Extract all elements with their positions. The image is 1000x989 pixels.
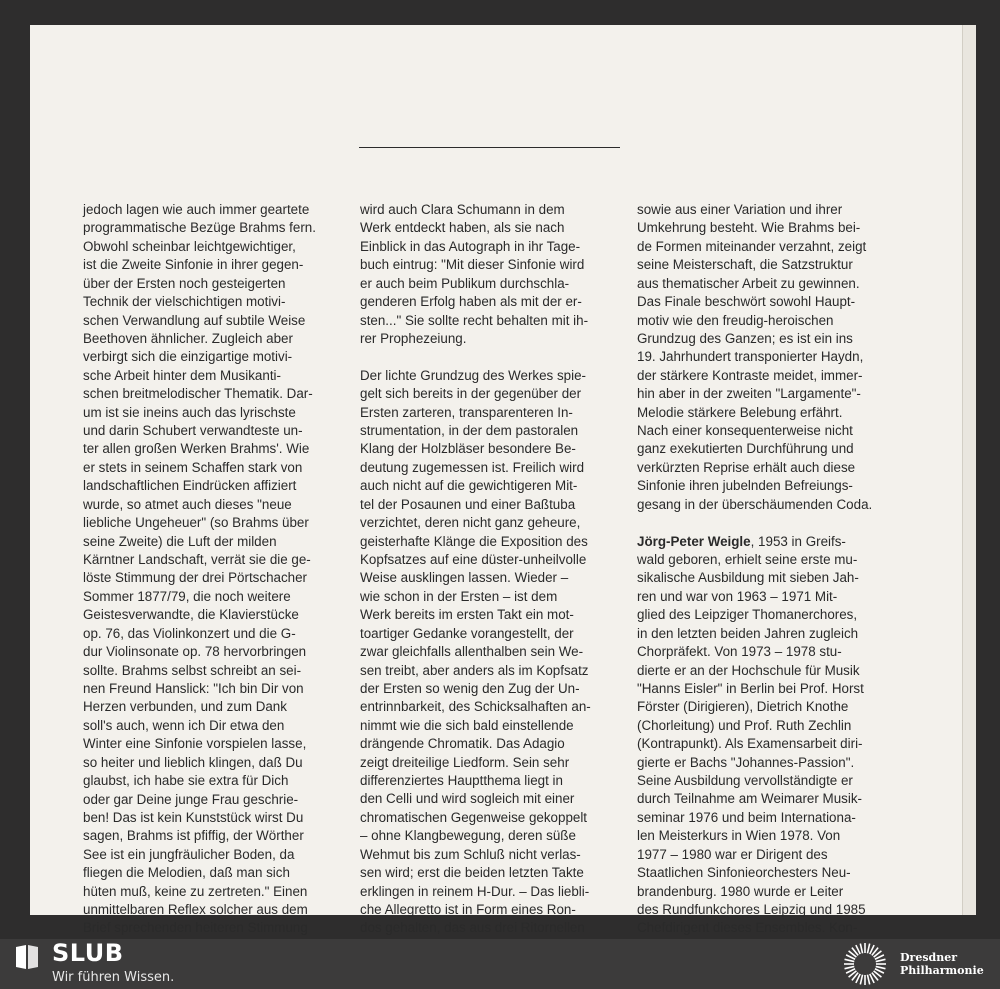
dresdner-philharmonie-wordmark[interactable] [900,951,984,977]
text-line: des Rundfunkchores Leipzig und 1985 [637,902,866,917]
paragraph-gap [360,348,632,366]
text-line: Werk entdeckt haben, als sie nach [360,220,565,236]
text-line: brandenburg. 1980 wurde er Leiter [637,883,844,899]
text-line: Herzen verbunden, und zum Dank [83,699,287,715]
logo-ray [860,975,862,985]
text-line: Ersten zarteren, transparenteren In- [360,404,573,420]
text-line: che Allegretto ist in Form eines Ron- [360,902,576,917]
bold-name: Jörg-Peter Weigle [637,533,751,549]
slub-book-icon [14,944,40,970]
text-line: er stets in seinem Schaffen stark von [83,459,303,475]
text-line: chromatischen Gegenweise gekoppelt [360,809,588,825]
slub-logo-title[interactable]: SLUB [52,939,124,967]
text-line: verkürzten Reprise erhält auch diese [637,459,856,475]
text-line: gierte er Bachs "Johannes-Passion". [637,754,855,770]
logo-ray [867,944,869,954]
text-line: oder gar Deine junge Frau geschrie- [83,791,299,807]
text-line: Kärntner Landschaft, verrät sie die ge- [83,552,311,568]
text-line: drängende Chromatik. Das Adagio [360,736,565,752]
text-line: Obwohl scheinbar leichtgewichtiger, [83,238,296,254]
text-line: Sommer 1877/79, die noch weitere [83,588,291,604]
text-line: und darin Schubert verwandteste un- [83,423,303,439]
text-line: (Chorleitung) und Prof. Ruth Zechlin [637,717,852,733]
slub-tagline: Wir führen Wissen. [52,970,175,985]
text-line: Förster (Dirigieren), Dietrich Knothe [637,699,849,715]
text-line: Der lichte Grundzug des Werkes spie- [360,367,586,383]
text-line: tel der Posaunen und einer Baßtuba [360,496,576,512]
text-line: gesang in der überschäumenden Coda. [637,496,873,512]
text-line: hin aber in der zweiten "Largamente"- [637,386,861,402]
text-line: Weise ausklingen lassen. Wieder – [360,570,569,586]
text-line: Chorpräfekt. Von 1973 – 1978 stu- [637,644,842,660]
text-line: Staatlichen Sinfonieorchesters Neu- [637,865,851,881]
text-line: sagen, Brahms ist pfiffig, der Wörther [83,828,304,844]
text-line: strumentation, in der dem pastoralen [360,423,579,439]
text-line: 19. Jahrhundert transponierter Haydn, [637,349,864,365]
text-line [637,533,909,551]
logo-ray [845,959,855,961]
text-line: zeigt dreiteilige Liedform. Sein sehr [360,754,570,770]
partner-line-2: Philharmonie [900,964,984,977]
text-line: liebliche Ungeheuer" (so Brahms über [83,515,309,531]
line-rest: , 1953 in Greifs- [750,533,846,549]
paragraph [637,201,909,514]
dresdner-philharmonie-logo-icon[interactable] [840,941,890,987]
text-line: der Ersten so wenig den Zug der Un- [360,680,580,696]
text-column-2 [360,201,632,938]
text-line: der stärkere Kontraste meidet, immer- [637,367,863,383]
text-line: Beethoven ähnlicher. Zugleich aber [83,330,293,346]
text-line: Einblick in das Autograph in ihr Tage- [360,238,581,254]
text-line: Melodie stärkere Belebung erfährt. [637,404,843,420]
text-line: landschaftlichen Eindrücken affiziert [83,478,297,494]
text-line: wald geboren, erhielt seine erste mu- [637,551,858,567]
text-line: – ohne Klangbewegung, deren süße [360,828,576,844]
text-line: dos gehalten, das aus drei Ritornellen [360,920,585,936]
text-line: Klang der Holzbläser besondere Be- [360,441,576,457]
paragraph [360,367,632,938]
text-line: differenziertes Hauptthema liegt in [360,773,563,789]
text-line: len Meisterkurs in Wien 1978. Von [637,828,841,844]
text-line: Geistesverwandte, die Klavierstücke [83,607,299,623]
text-line: Werk bereits im ersten Takt ein mot- [360,607,574,623]
text-line: nen Freund Hanslick: "Ich bin Dir von [83,680,304,696]
text-line: sollte. Brahms selbst schreibt an sei- [83,662,302,678]
text-line: programmatische Bezüge Brahms fern. [83,220,316,236]
text-line: Chefdirigent dieses Ensembles. Kon- [637,920,858,936]
text-line: op. 76, das Violinkonzert und die G- [83,625,296,641]
text-line: seine Zweite) die Luft der milden [83,533,277,549]
partner-line-1: Dresdner [900,951,958,964]
text-line: ben! Das ist kein Kunststück wirst Du [83,809,304,825]
text-line: wird auch Clara Schumann in dem [360,202,565,217]
paragraph [637,533,909,938]
logo-ray [845,966,855,968]
text-line: "Hanns Eisler" in Berlin bei Prof. Horst [637,680,864,696]
text-column-3 [637,201,909,938]
text-line: de Formen miteinander verzahnt, zeigt [637,238,867,254]
paragraph-gap [637,514,909,532]
logo-ray [860,944,862,954]
text-line: glaubst, ich habe sie extra für Dich [83,773,289,789]
text-line: schen Verwandlung auf subtile Weise [83,312,306,328]
text-line: sikalische Ausbildung mit sieben Jah- [637,570,859,586]
text-line: gelt sich bereits in der gegenüber der [360,386,582,402]
text-line: verzichtet, deren nicht ganz geheure, [360,515,581,531]
footer-bar [0,939,1000,989]
text-column-1 [83,201,355,938]
text-line: Nach einer konsequenterweise nicht [637,423,853,439]
text-line: jedoch lagen wie auch immer geartete [83,202,310,217]
text-line: ganz exekutierten Durchführung und [637,441,854,457]
text-line: glied des Leipziger Thomanerchores, [637,607,858,623]
text-line: seine Meisterschaft, die Satzstruktur [637,257,853,273]
paragraph [360,201,632,348]
text-line: ist die Zweite Sinfonie in ihrer gegen- [83,257,304,273]
text-line: hüten muß, keine zu zertreten." Einen [83,883,308,899]
text-line: Winter eine Sinfonie vorspielen lasse, [83,736,307,752]
text-line: Umkehrung besteht. Wie Brahms bei- [637,220,861,236]
text-line: toartiger Gedanke vorangestellt, der [360,625,574,641]
text-line: in den letzten beiden Jahren zugleich [637,625,859,641]
logo-ray [876,966,886,968]
text-line: rer Prophezeiung. [360,330,467,346]
text-line: wurde, so atmet auch dieses "neue [83,496,292,512]
text-line: schen breitmelodischer Thematik. Dar- [83,386,313,402]
text-line: dierte er an der Hochschule für Musik [637,662,860,678]
text-line: genderen Erfolg haben als mit der er- [360,294,582,310]
text-line: sten..." Sie sollte recht behalten mit ih- [360,312,589,328]
text-line: dur Violinsonate op. 78 hervorbringen [83,644,307,660]
text-line: erklingen in reinem H-Dur. – Das liebli- [360,883,590,899]
text-line: Sinfonie ihren jubelnden Befreiungs- [637,478,853,494]
logo-ray [867,975,869,985]
section-divider [359,147,620,148]
text-line: soll's auch, wenn ich Dir etwa den [83,717,285,733]
text-line: sowie aus einer Variation und ihrer [637,202,843,217]
text-line: zwar gleichfalls allenthalben sein We- [360,644,584,660]
text-line: durch Teilnahme am Weimarer Musik- [637,791,862,807]
text-line: Kopfsatzes auf eine düster-unheilvolle [360,551,587,567]
text-line: seminar 1976 und beim Internationa- [637,809,856,825]
text-line: aus thematischer Arbeit zu gewinnen. [637,275,860,291]
text-line: sen wird; erst die beiden letzten Takte [360,865,584,881]
text-line: über der Ersten noch gesteigerten [83,275,286,291]
text-line: löste Stimmung der drei Pörtschacher [83,570,308,586]
text-line: (Kontrapunkt). Als Examensarbeit diri- [637,736,863,752]
next-page-edge [962,25,976,915]
text-line: so heiter und lieblich klingen, daß Du [83,754,303,770]
text-line: deutung zugemessen ist. Freilich wird [360,459,585,475]
text-line: wie schon in der Ersten – ist dem [360,588,558,604]
logo-ray [876,959,886,961]
text-line: ter allen großen Werken Brahms'. Wie [83,441,310,457]
text-line: unmittelbaren Reflex solcher aus dem [83,902,308,918]
text-line: auch nicht auf die gewichtigeren Mit- [360,478,578,494]
text-line: Wehmut bis zum Schluß nicht verlas- [360,846,581,862]
text-line: verbirgt sich die einzigartige motivi- [83,349,293,365]
text-line: nimmt wie die sich bald einstellende [360,717,574,733]
text-line: Grundzug des Ganzen; es ist ein ins [637,330,853,346]
text-line: Technik der vielschichtigen motivi- [83,294,286,310]
text-line: See ist ein jungfräulicher Boden, da [83,846,295,862]
text-line: fliegen die Melodien, daß man sich [83,865,290,881]
text-line: ren und war von 1963 – 1971 Mit- [637,588,838,604]
text-line: entrinnbarkeit, des Schicksalhaften an- [360,699,591,715]
text-line: buch eintrug: "Mit dieser Sinfonie wird [360,257,585,273]
paragraph [83,201,355,938]
text-line: geisterhafte Klänge die Exposition des [360,533,588,549]
text-line: Seine Ausbildung vervollständigte er [637,773,853,789]
text-line: 1977 – 1980 war er Dirigent des [637,846,828,862]
text-line: Das Finale beschwört sowohl Haupt- [637,294,856,310]
text-line: motiv wie den freudig-heroischen [637,312,834,328]
text-line: den Celli und wird sogleich mit einer [360,791,575,807]
text-line: er auch beim Publikum durchschla- [360,275,570,291]
text-line: Brief sprechenden heiteren Stimmung [83,920,308,936]
text-line: sen treibt, aber anders als im Kopfsatz [360,662,589,678]
text-line: sche Arbeit hinter dem Musikanti- [83,367,281,383]
text-line: um ist sie ineins auch das lyrischste [83,404,296,420]
